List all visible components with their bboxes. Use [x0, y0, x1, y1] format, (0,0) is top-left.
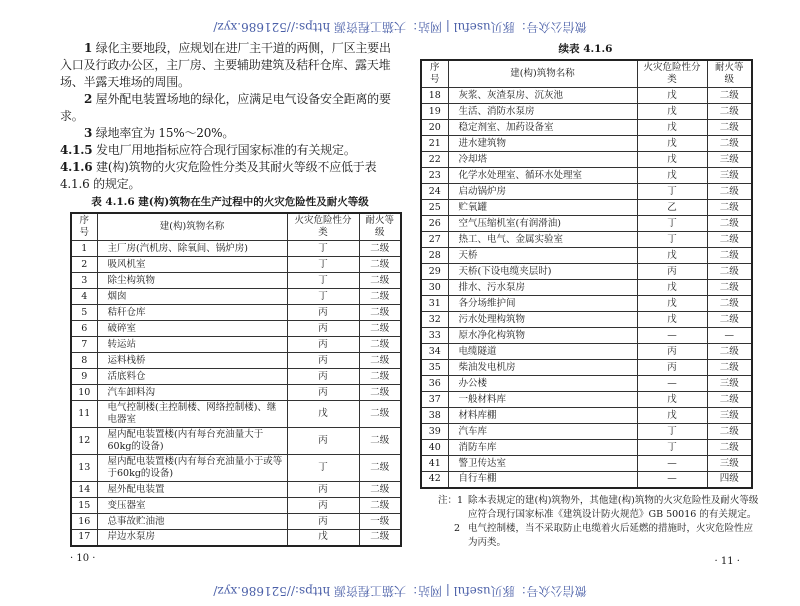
row-seq: 7: [71, 337, 97, 353]
item-text: 绿化主要地段，应规划在进厂主干道的两侧，厂区主要出入口及行政办公区，主厂房、主要辅助建筑及秸秆仓库、露天堆场、半露天堆场的周围。: [60, 41, 391, 89]
table-row: [421, 392, 752, 408]
row-hazard-class: 戊: [287, 401, 359, 428]
row-hazard-class: 丁: [637, 184, 707, 200]
item-number: 1: [84, 41, 93, 55]
table-row: [421, 216, 752, 232]
row-building-name: 秸秆仓库: [97, 305, 287, 321]
row-building-name: 柴油发电机房: [448, 360, 637, 376]
row-hazard-class: 戊: [637, 168, 707, 184]
table-caption: 表 4.1.6 建(构)筑物在生产过程中的火灾危险性及耐火等级: [91, 196, 369, 208]
table-row: [71, 498, 401, 514]
left-body-text: [60, 40, 400, 193]
table-row: [71, 455, 401, 482]
row-seq: 1: [71, 241, 97, 257]
row-building-name: 变压器室: [97, 498, 287, 514]
row-fire-grade: 二级: [707, 200, 752, 216]
page-number-left: · 10 ·: [70, 552, 96, 564]
row-fire-grade: 二级: [707, 440, 752, 456]
row-fire-grade: 二级: [359, 530, 401, 546]
note-2: [438, 522, 760, 550]
row-building-name: 天桥: [448, 248, 637, 264]
row-building-name: 吸风机室: [97, 257, 287, 273]
note-number: 2: [453, 522, 460, 534]
item-number: 3: [84, 126, 93, 140]
row-seq: 23: [421, 168, 448, 184]
row-fire-grade: 二级: [359, 321, 401, 337]
row-building-name: 屋内配电装置楼(内有每台充油量小于或等于60kg的设备): [97, 455, 287, 482]
table-row: [71, 289, 401, 305]
row-fire-grade: 二级: [359, 401, 401, 428]
table-row: [71, 369, 401, 385]
row-fire-grade: 二级: [359, 482, 401, 498]
table-row: [421, 360, 752, 376]
row-fire-grade: 二级: [707, 248, 752, 264]
row-fire-grade: 二级: [707, 88, 752, 104]
table-row: [71, 321, 401, 337]
note-1: [438, 494, 760, 522]
row-hazard-class: 丁: [287, 455, 359, 482]
continued-table-caption: 续表 4.1.6: [558, 43, 613, 55]
row-building-name: 排水、污水泵房: [448, 280, 637, 296]
row-hazard-class: 戊: [637, 392, 707, 408]
row-hazard-class: 丁: [637, 232, 707, 248]
row-fire-grade: 二级: [359, 273, 401, 289]
row-seq: 16: [71, 514, 97, 530]
item-text: 屋外配电装置场地的绿化，应满足电气设备安全距离的要求。: [60, 92, 391, 123]
row-hazard-class: —: [637, 472, 707, 488]
table-row: [421, 200, 752, 216]
row-building-name: 污水处理构筑物: [448, 312, 637, 328]
item-text: 绿地率宜为 15%～20%。: [95, 126, 235, 140]
row-seq: 31: [421, 296, 448, 312]
table-notes: [420, 494, 760, 550]
row-seq: 32: [421, 312, 448, 328]
row-fire-grade: 二级: [707, 392, 752, 408]
clause-text: 建(构)筑物的火灾危险性分类及其耐火等级不应低于表 4.1.6 的规定。: [60, 160, 377, 191]
row-seq: 29: [421, 264, 448, 280]
row-seq: 11: [71, 401, 97, 428]
row-fire-grade: 二级: [359, 257, 401, 273]
row-building-name: 运料栈桥: [97, 353, 287, 369]
row-seq: 30: [421, 280, 448, 296]
row-hazard-class: 丁: [637, 424, 707, 440]
row-building-name: 各分场维护间: [448, 296, 637, 312]
row-fire-grade: 二级: [707, 296, 752, 312]
row-hazard-class: 戊: [637, 312, 707, 328]
note-number: 注：1: [438, 494, 464, 506]
row-hazard-class: 丙: [287, 337, 359, 353]
table-row: [421, 456, 752, 472]
table-row: [421, 136, 752, 152]
row-hazard-class: —: [637, 456, 707, 472]
row-fire-grade: 三级: [707, 168, 752, 184]
row-hazard-class: 丙: [637, 264, 707, 280]
row-seq: 25: [421, 200, 448, 216]
row-hazard-class: 戊: [637, 88, 707, 104]
row-seq: 14: [71, 482, 97, 498]
col-header-grade: 耐火等级: [707, 60, 752, 88]
table-row: [71, 353, 401, 369]
row-building-name: 破碎室: [97, 321, 287, 337]
row-building-name: 除尘构筑物: [97, 273, 287, 289]
row-seq: 24: [421, 184, 448, 200]
table-row: [421, 328, 752, 344]
row-hazard-class: 戊: [637, 136, 707, 152]
row-seq: 6: [71, 321, 97, 337]
row-seq: 35: [421, 360, 448, 376]
table-row: [421, 104, 752, 120]
row-seq: 37: [421, 392, 448, 408]
table-row: [421, 440, 752, 456]
row-building-name: 热工、电气、金属实验室: [448, 232, 637, 248]
table-row: [421, 88, 752, 104]
row-seq: 3: [71, 273, 97, 289]
row-fire-grade: 三级: [707, 456, 752, 472]
table-row: [71, 305, 401, 321]
row-building-name: 灰浆、灰渣泵房、沉灰池: [448, 88, 637, 104]
table-row: [71, 482, 401, 498]
paragraph-3: [60, 125, 400, 142]
row-building-name: 材料库棚: [448, 408, 637, 424]
table-row: [71, 241, 401, 257]
table-row: [421, 184, 752, 200]
table-row: [421, 264, 752, 280]
row-hazard-class: 丙: [287, 428, 359, 455]
row-hazard-class: 丁: [287, 289, 359, 305]
row-building-name: 总事故贮油池: [97, 514, 287, 530]
row-fire-grade: 二级: [707, 360, 752, 376]
row-hazard-class: 戊: [637, 280, 707, 296]
row-fire-grade: 二级: [359, 498, 401, 514]
row-building-name: 自行车棚: [448, 472, 637, 488]
row-hazard-class: 戊: [637, 120, 707, 136]
row-fire-grade: 一级: [359, 514, 401, 530]
row-hazard-class: 乙: [637, 200, 707, 216]
row-building-name: 进水建筑物: [448, 136, 637, 152]
table-row: [71, 385, 401, 401]
row-seq: 17: [71, 530, 97, 546]
row-fire-grade: 二级: [359, 353, 401, 369]
row-hazard-class: 戊: [637, 296, 707, 312]
clause-text: 发电厂用地指标应符合现行国家标准的有关规定。: [96, 143, 356, 157]
row-seq: 33: [421, 328, 448, 344]
row-seq: 36: [421, 376, 448, 392]
row-fire-grade: 三级: [707, 408, 752, 424]
row-seq: 21: [421, 136, 448, 152]
table-row: [71, 337, 401, 353]
col-header-seq: 序号: [421, 60, 448, 88]
note-text: 电气控制楼，当不采取防止电缆着火后延燃的措施时，火灾危险性应为丙类。: [468, 522, 754, 548]
row-seq: 27: [421, 232, 448, 248]
row-hazard-class: 戊: [637, 104, 707, 120]
row-building-name: 汽车库: [448, 424, 637, 440]
table-row: [71, 530, 401, 546]
row-building-name: 活底料仓: [97, 369, 287, 385]
row-seq: 4: [71, 289, 97, 305]
right-page: [420, 40, 760, 568]
table-row: [421, 312, 752, 328]
row-fire-grade: 二级: [707, 120, 752, 136]
row-seq: 39: [421, 424, 448, 440]
table-row: [71, 401, 401, 428]
row-fire-grade: 二级: [707, 344, 752, 360]
row-building-name: 贮氧罐: [448, 200, 637, 216]
col-header-hazard: 火灾危险性分类: [637, 60, 707, 88]
row-hazard-class: 戊: [637, 408, 707, 424]
row-hazard-class: 丙: [287, 498, 359, 514]
row-fire-grade: 二级: [359, 241, 401, 257]
row-fire-grade: 二级: [707, 184, 752, 200]
left-page: [60, 40, 400, 565]
table-row: [421, 376, 752, 392]
row-building-name: 烟囱: [97, 289, 287, 305]
row-fire-grade: 二级: [359, 385, 401, 401]
row-seq: 18: [421, 88, 448, 104]
table-row: [421, 408, 752, 424]
row-building-name: 办公楼: [448, 376, 637, 392]
row-fire-grade: 二级: [707, 312, 752, 328]
row-seq: 8: [71, 353, 97, 369]
row-building-name: 化学水处理室、循环水处理室: [448, 168, 637, 184]
row-building-name: 启动锅炉房: [448, 184, 637, 200]
clause-4-1-5: [60, 142, 400, 159]
row-seq: 41: [421, 456, 448, 472]
watermark-bottom: 微信公众号：豚贝useful | 网站：大猫工程资源 https://521686.xyz/: [213, 584, 587, 598]
clause-number: 4.1.5: [60, 143, 93, 157]
row-seq: 34: [421, 344, 448, 360]
row-seq: 22: [421, 152, 448, 168]
row-fire-grade: 二级: [359, 428, 401, 455]
row-fire-grade: 二级: [707, 264, 752, 280]
row-hazard-class: 丁: [637, 216, 707, 232]
row-hazard-class: —: [637, 328, 707, 344]
row-fire-grade: 二级: [707, 424, 752, 440]
row-seq: 10: [71, 385, 97, 401]
row-seq: 42: [421, 472, 448, 488]
row-seq: 28: [421, 248, 448, 264]
row-hazard-class: 戊: [637, 248, 707, 264]
clause-number: 4.1.6: [60, 160, 93, 174]
row-fire-grade: 二级: [359, 455, 401, 482]
row-building-name: 岸边水泵房: [97, 530, 287, 546]
row-hazard-class: 丙: [287, 514, 359, 530]
row-building-name: 汽车卸料沟: [97, 385, 287, 401]
row-building-name: 主厂房(汽机房、除氧间、锅炉房): [97, 241, 287, 257]
paragraph-1: [60, 40, 400, 91]
col-header-hazard: 火灾危险性分类: [287, 213, 359, 241]
row-building-name: 稳定剂室、加药设备室: [448, 120, 637, 136]
table-row: [71, 257, 401, 273]
row-seq: 5: [71, 305, 97, 321]
table-row: [421, 168, 752, 184]
row-fire-grade: 四级: [707, 472, 752, 488]
row-hazard-class: 丙: [287, 305, 359, 321]
table-row: [421, 232, 752, 248]
col-header-name: 建(构)筑物名称: [448, 60, 637, 88]
row-fire-grade: 三级: [707, 152, 752, 168]
table-row: [421, 296, 752, 312]
note-text: 除本表规定的建(构)筑物外，其他建(构)筑物的火灾危险性及耐火等级应符合现行国家标准《建筑设计防火规范》GB 50016 的有关规定。: [468, 494, 759, 520]
row-fire-grade: 二级: [359, 289, 401, 305]
row-building-name: 消防车库: [448, 440, 637, 456]
row-fire-grade: —: [707, 328, 752, 344]
row-seq: 2: [71, 257, 97, 273]
row-hazard-class: 戊: [637, 152, 707, 168]
row-building-name: 警卫传达室: [448, 456, 637, 472]
paragraph-2: [60, 91, 400, 125]
row-hazard-class: 丙: [637, 360, 707, 376]
row-building-name: 屋内配电装置楼(内有每台充油量大于60kg的设备): [97, 428, 287, 455]
row-hazard-class: 丙: [287, 321, 359, 337]
row-building-name: 屋外配电装置: [97, 482, 287, 498]
col-header-grade: 耐火等级: [359, 213, 401, 241]
row-hazard-class: 丁: [287, 257, 359, 273]
row-building-name: 生活、消防水泵房: [448, 104, 637, 120]
row-hazard-class: 丙: [287, 482, 359, 498]
table-row: [421, 424, 752, 440]
fire-hazard-table-left: [70, 212, 402, 547]
row-seq: 19: [421, 104, 448, 120]
row-building-name: 空气压缩机室(有润滑油): [448, 216, 637, 232]
row-fire-grade: 二级: [707, 136, 752, 152]
row-hazard-class: 戊: [287, 530, 359, 546]
row-hazard-class: 丙: [287, 353, 359, 369]
row-hazard-class: 丁: [287, 241, 359, 257]
row-fire-grade: 二级: [707, 280, 752, 296]
table-row: [421, 248, 752, 264]
row-building-name: 天桥(下设电缆夹层时): [448, 264, 637, 280]
row-hazard-class: 丙: [287, 369, 359, 385]
table-row: [421, 472, 752, 488]
item-number: 2: [84, 92, 93, 106]
row-fire-grade: 二级: [707, 216, 752, 232]
row-seq: 9: [71, 369, 97, 385]
row-hazard-class: 丁: [637, 440, 707, 456]
row-seq: 40: [421, 440, 448, 456]
row-fire-grade: 二级: [359, 337, 401, 353]
row-building-name: 冷却塔: [448, 152, 637, 168]
table-row: [71, 514, 401, 530]
row-fire-grade: 二级: [359, 305, 401, 321]
row-building-name: 一般材料库: [448, 392, 637, 408]
row-seq: 12: [71, 428, 97, 455]
table-row: [421, 120, 752, 136]
row-hazard-class: 丙: [287, 385, 359, 401]
row-seq: 26: [421, 216, 448, 232]
row-building-name: 转运站: [97, 337, 287, 353]
clause-4-1-6: [60, 159, 400, 193]
row-hazard-class: —: [637, 376, 707, 392]
row-building-name: 电气控制楼(主控制楼、网络控制楼)、继电器室: [97, 401, 287, 428]
fire-hazard-table-right: [420, 59, 753, 489]
row-hazard-class: 丁: [287, 273, 359, 289]
watermark-top: 微信公众号：豚贝useful | 网站：大猫工程资源 https://521686.xyz/: [213, 20, 587, 34]
row-fire-grade: 二级: [359, 369, 401, 385]
row-building-name: 原水净化构筑物: [448, 328, 637, 344]
row-hazard-class: 丙: [637, 344, 707, 360]
row-fire-grade: 三级: [707, 376, 752, 392]
row-seq: 38: [421, 408, 448, 424]
row-building-name: 电缆隧道: [448, 344, 637, 360]
table-row: [421, 344, 752, 360]
table-row: [71, 428, 401, 455]
table-row: [421, 152, 752, 168]
row-seq: 13: [71, 455, 97, 482]
col-header-name: 建(构)筑物名称: [97, 213, 287, 241]
col-header-seq: 序号: [71, 213, 97, 241]
table-row: [71, 273, 401, 289]
row-fire-grade: 二级: [707, 104, 752, 120]
row-seq: 20: [421, 120, 448, 136]
page-number-right: · 11 ·: [714, 555, 740, 567]
row-fire-grade: 二级: [707, 232, 752, 248]
table-row: [421, 280, 752, 296]
row-seq: 15: [71, 498, 97, 514]
